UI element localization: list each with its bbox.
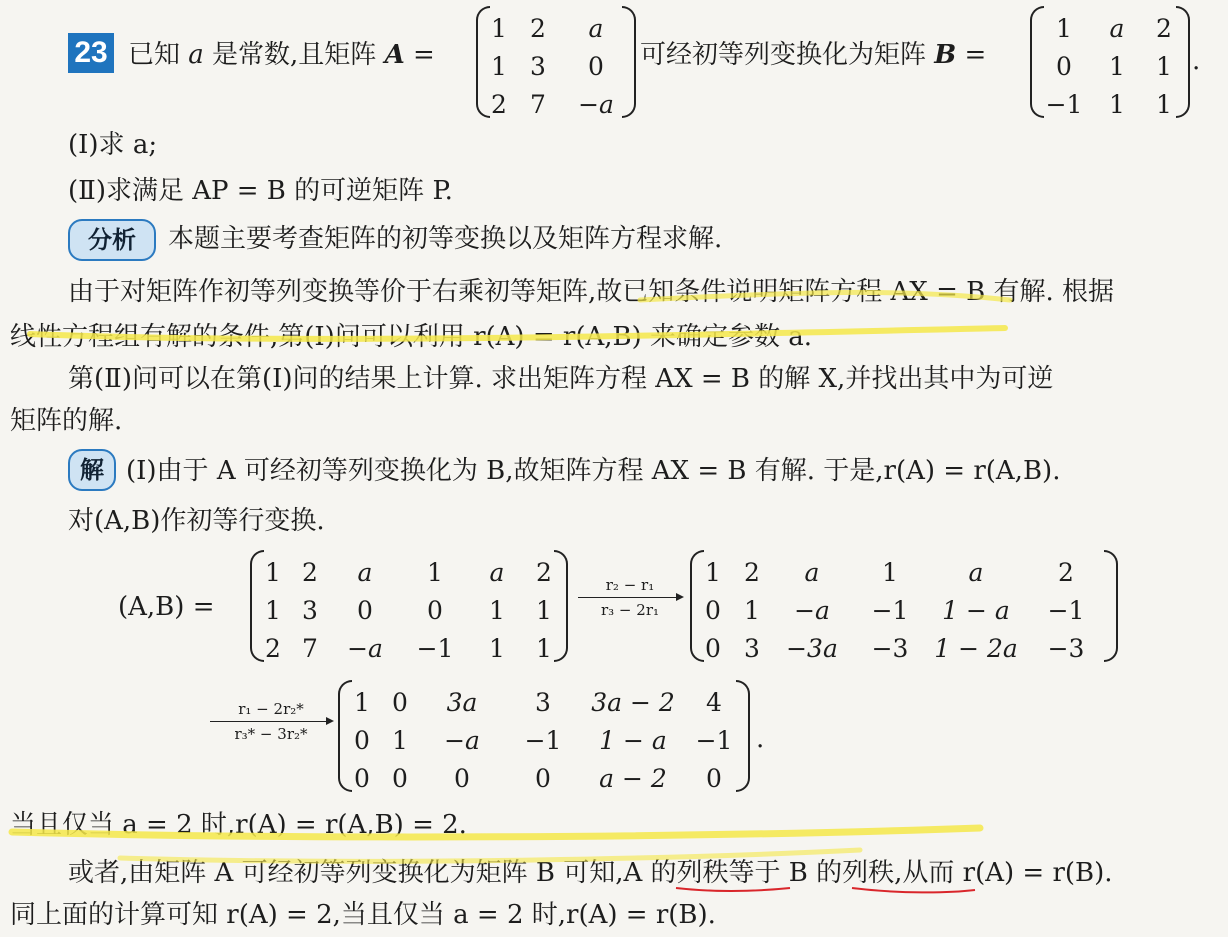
analysis-line-4: 第(Ⅱ)问可以在第(Ⅰ)问的结果上计算. 求出矩阵方程 AX = B 的解 X,并找出其中为可逆 xyxy=(68,364,1054,394)
solution-line-1: (Ⅰ)由于 A 可经初等列变换化为 B,故矩阵方程 AX = B 有解. 于是,r(A) = r(A,B). xyxy=(126,456,1061,486)
matrix-cell: 2 xyxy=(491,90,507,119)
part-1: (Ⅰ)求 a; xyxy=(68,130,158,160)
matrix-cell: 0 xyxy=(354,764,370,793)
solution-line-2: 对(A,B)作初等行变换. xyxy=(68,506,325,536)
matrix-cell: −1 xyxy=(1045,90,1083,119)
matrix-cell: −1 xyxy=(871,596,909,625)
matrix-cell: 4 xyxy=(706,688,722,717)
matrix-a xyxy=(476,6,636,118)
step1-arrow xyxy=(578,576,682,619)
matrix-cell: 3a xyxy=(446,688,478,717)
matrix-cell: a xyxy=(1109,14,1125,43)
matrix-cell: a xyxy=(968,558,984,587)
matrix-cell: 1 xyxy=(1109,90,1125,119)
matrix-cell: a xyxy=(588,14,604,43)
matrix-cell: 1 xyxy=(1109,52,1125,81)
matrix-cell: −a xyxy=(578,90,614,119)
problem-number-badge: 23 xyxy=(68,33,114,73)
matrix-cell: 2 xyxy=(530,14,546,43)
matrix-cell: 1 xyxy=(427,558,443,587)
matrix-cell: 2 xyxy=(536,558,552,587)
matrix-cell: −3 xyxy=(871,634,909,663)
intro-text-a: 已知 xyxy=(128,40,181,70)
matrix-cell: 7 xyxy=(530,90,546,119)
matrix-cell: 1 xyxy=(705,558,721,587)
step1-matrix xyxy=(690,550,1118,662)
matrix-cell: −3a xyxy=(786,634,838,663)
matrix-cell: 0 xyxy=(705,596,721,625)
matrix-cell: 1 xyxy=(354,688,370,717)
matrix-cell: 0 xyxy=(535,764,551,793)
matrix-cell: 1 xyxy=(536,596,552,625)
step2-op-1: r₁ − 2r₂* xyxy=(238,700,304,718)
solution-line-4: 或者,由矩阵 A 可经初等列变换化为矩阵 B 可知,A 的列秩等于 B 的列秩,从而 r(A) = r(B). xyxy=(68,858,1113,888)
matrix-b xyxy=(1030,6,1190,118)
matrix-cell: 1 xyxy=(265,558,281,587)
matrix-cell: 1 xyxy=(536,634,552,663)
matrix-cell: 0 xyxy=(392,688,408,717)
matrix-cell: 3 xyxy=(530,52,546,81)
matrix-cell: 0 xyxy=(354,726,370,755)
step2-matrix xyxy=(338,680,750,792)
matrix-cell: 7 xyxy=(302,634,318,663)
matrix-cell: 1 − 2a xyxy=(934,634,1018,663)
matrix-cell: −a xyxy=(794,596,830,625)
matrix-cell: a − 2 xyxy=(599,764,667,793)
matrix-cell: 1 xyxy=(1156,52,1172,81)
matrix-cell: 1 xyxy=(882,558,898,587)
matrix-cell: 1 xyxy=(1056,14,1072,43)
matrix-cell: 1 − a xyxy=(942,596,1010,625)
matrix-cell: −1 xyxy=(695,726,733,755)
matrix-cell: a xyxy=(357,558,373,587)
analysis-line-5: 矩阵的解. xyxy=(10,406,123,436)
step2-arrow xyxy=(210,700,332,743)
matrix-cell: −1 xyxy=(416,634,454,663)
matrix-cell: −1 xyxy=(524,726,562,755)
solution-tag: 解 xyxy=(68,449,116,491)
problem-intro: 已知 a 是常数,且矩阵 A = xyxy=(128,40,435,70)
step2-op-2: r₃* − 3r₂* xyxy=(234,725,308,743)
analysis-line-3: 线性方程组有解的条件,第(Ⅰ)问可以利用 r(A) = r(A,B) 来确定参数 a. xyxy=(10,322,813,352)
matrix-cell: 1 xyxy=(489,596,505,625)
matrix-cell: 2 xyxy=(302,558,318,587)
matrix-cell: 2 xyxy=(265,634,281,663)
matrix-cell: 1 − a xyxy=(599,726,667,755)
analysis-line-1: 本题主要考查矩阵的初等变换以及矩阵方程求解. xyxy=(168,224,723,254)
part-2: (Ⅱ)求满足 AP = B 的可逆矩阵 P. xyxy=(68,176,453,206)
matrix-cell: 3a − 2 xyxy=(591,688,675,717)
matrix-cell: 0 xyxy=(705,634,721,663)
intro-text-c: 可经初等列变换化为矩阵 xyxy=(640,40,927,70)
analysis-tag: 分析 xyxy=(68,219,156,261)
matrix-cell: 0 xyxy=(357,596,373,625)
analysis-line-2: 由于对矩阵作初等列变换等价于右乘初等矩阵,故已知条件说明矩阵方程 AX = B 有解. 根据 xyxy=(68,277,1115,307)
matrix-cell: a xyxy=(804,558,820,587)
matrix-cell: 1 xyxy=(744,596,760,625)
augmented-lhs: (A,B) = xyxy=(118,592,215,622)
matrix-cell: 1 xyxy=(491,52,507,81)
matrix-cell: 0 xyxy=(427,596,443,625)
matrix-cell: 3 xyxy=(302,596,318,625)
matrix-cell: a xyxy=(489,558,505,587)
augmented-matrix xyxy=(250,550,568,662)
problem-intro-2: 可经初等列变换化为矩阵 B = xyxy=(640,40,987,70)
matrix-cell: 1 xyxy=(392,726,408,755)
matrix-cell: 1 xyxy=(265,596,281,625)
matrix-cell: 2 xyxy=(744,558,760,587)
matrix-cell: 1 xyxy=(489,634,505,663)
matrix-cell: 1 xyxy=(1156,90,1172,119)
intro-text-b: 是常数,且矩阵 xyxy=(212,40,377,70)
matrix-cell: 0 xyxy=(1056,52,1072,81)
matrix-cell: 0 xyxy=(392,764,408,793)
matrix-cell: 0 xyxy=(706,764,722,793)
step1-op-2: r₃ − 2r₁ xyxy=(600,601,659,619)
matrix-cell: 3 xyxy=(535,688,551,717)
matrix-cell: −1 xyxy=(1047,596,1085,625)
matrix-cell: −a xyxy=(347,634,383,663)
matrix-cell: −a xyxy=(444,726,480,755)
solution-line-5: 同上面的计算可知 r(A) = 2,当且仅当 a = 2 时,r(A) = r(B). xyxy=(10,900,716,930)
matrix-cell: −3 xyxy=(1047,634,1085,663)
matrix-cell: 3 xyxy=(744,634,760,663)
matrix-cell: 0 xyxy=(454,764,470,793)
solution-line-3: 当且仅当 a = 2 时,r(A) = r(A,B) = 2. xyxy=(10,810,467,840)
matrix-cell: 1 xyxy=(491,14,507,43)
matrix-cell: 2 xyxy=(1156,14,1172,43)
matrix-cell: 0 xyxy=(588,52,604,81)
matrix-cell: 2 xyxy=(1058,558,1074,587)
step1-op-1: r₂ − r₁ xyxy=(605,576,655,594)
